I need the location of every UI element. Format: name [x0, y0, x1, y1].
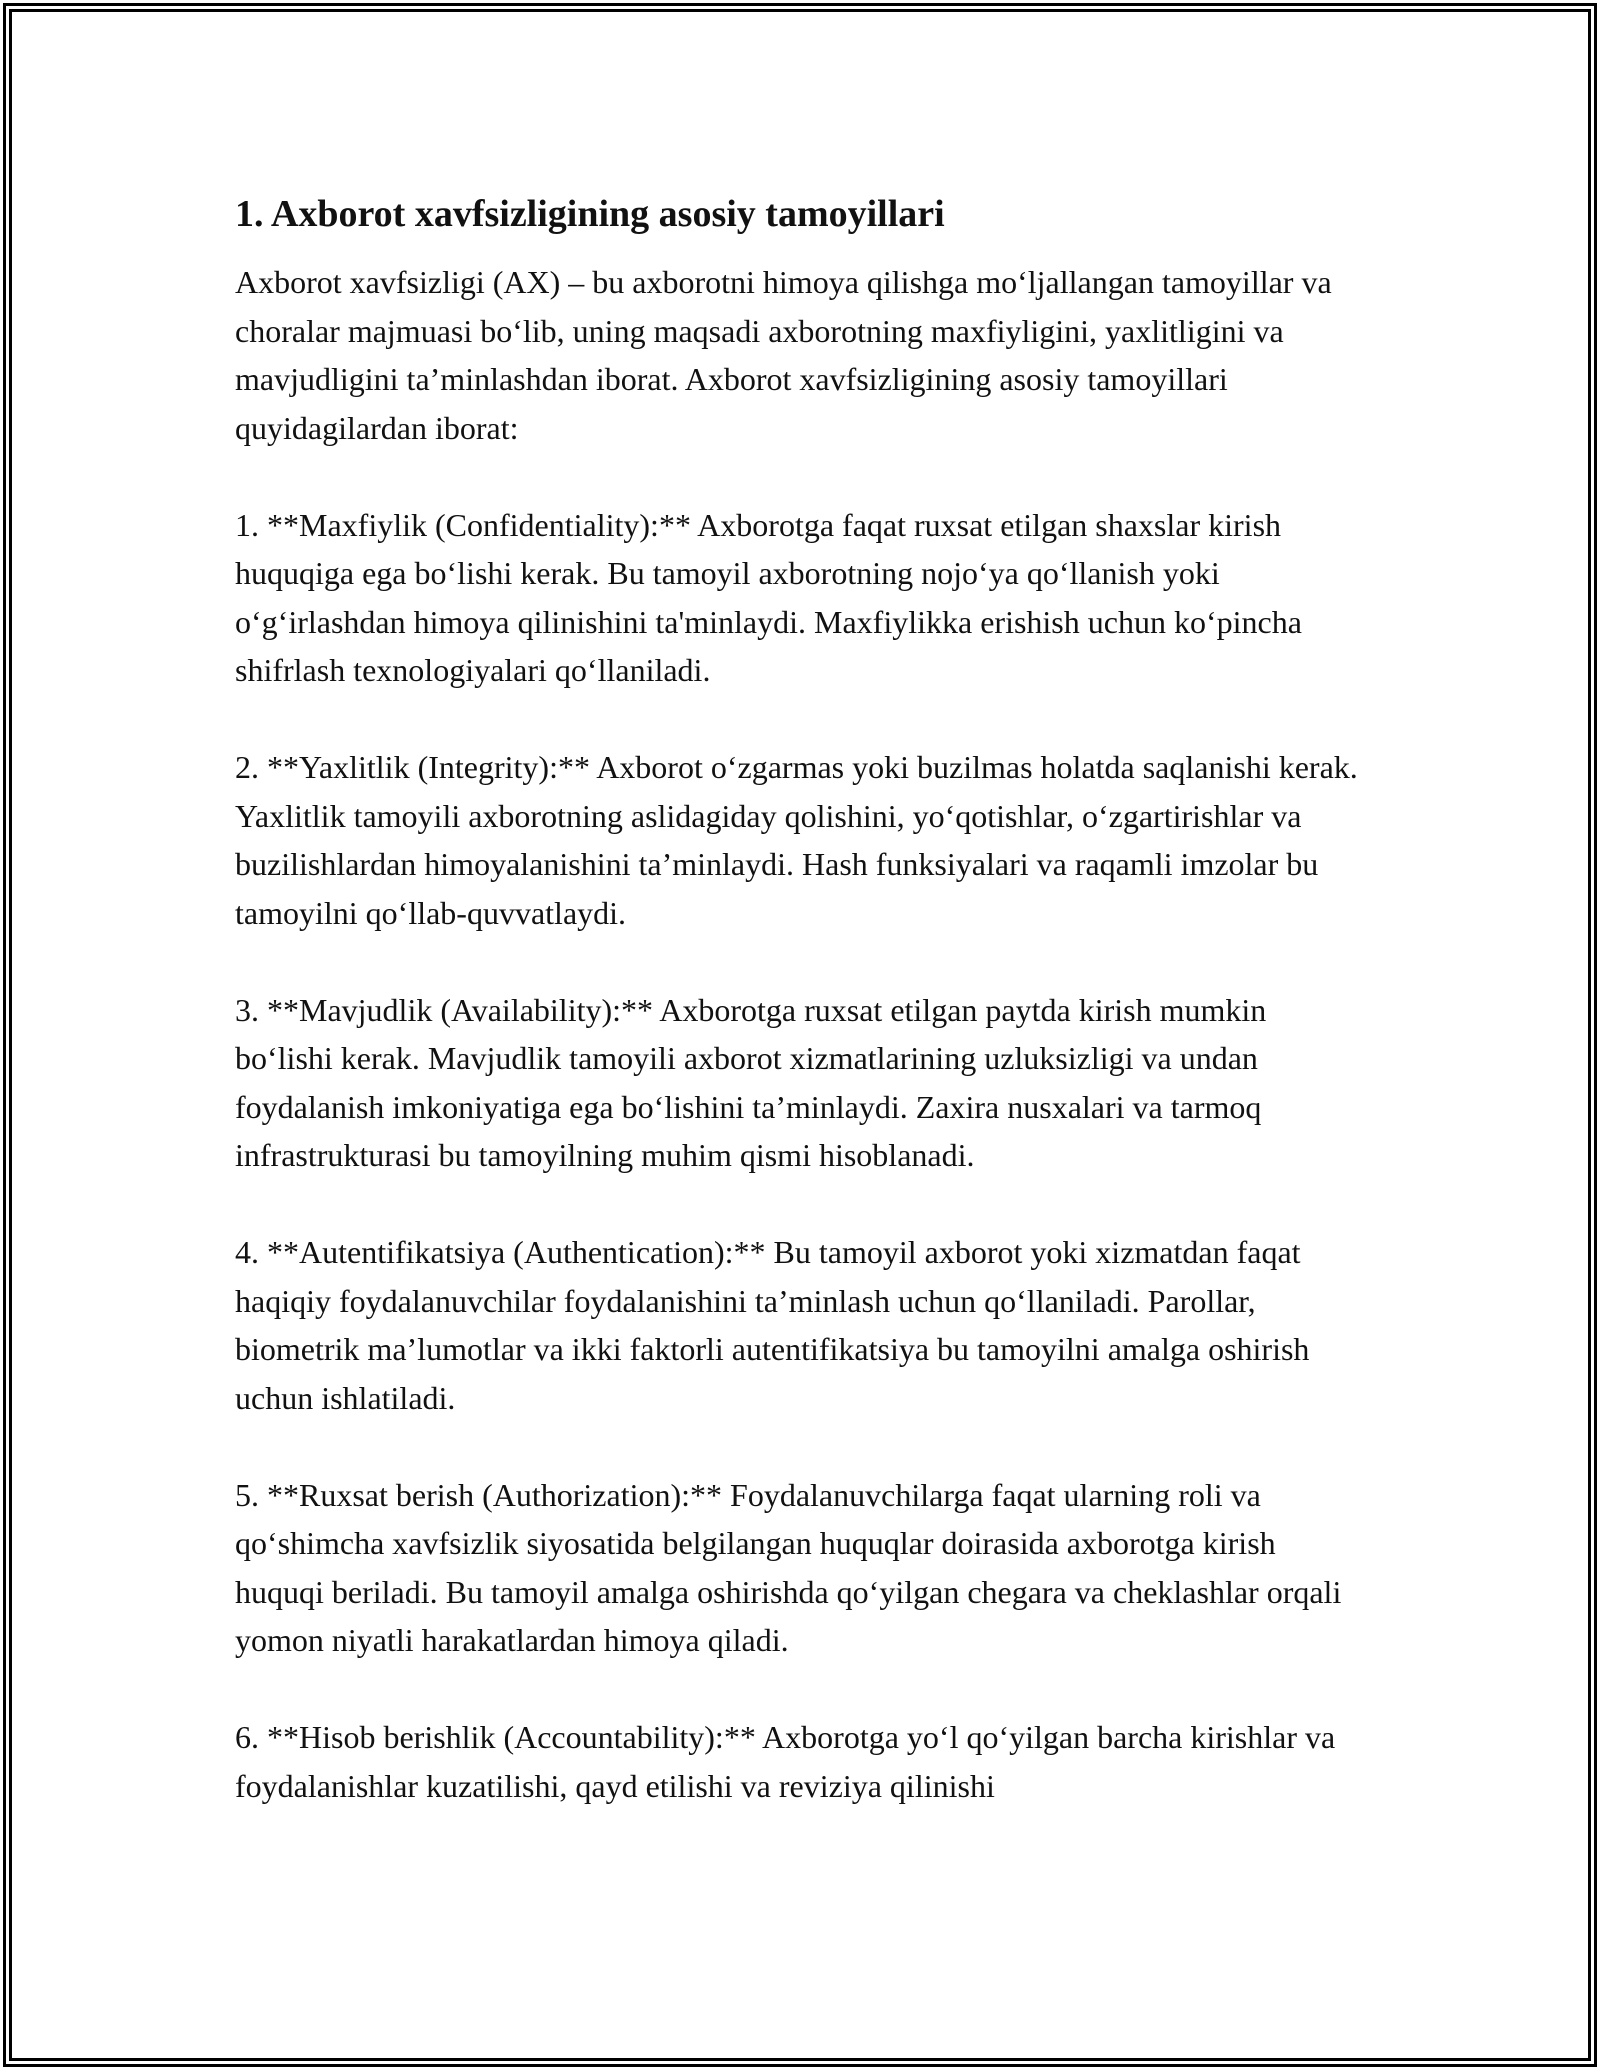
principle-confidentiality: 1. **Maxfiylik (Confidentiality):** Axborotga faqat ruxsat etilgan shaxslar kirish huquqiga ega bo‘lishi kerak. Bu tamoyil axborotning nojo‘ya qo‘llanish yoki o‘g‘irlashdan himoya qilinishini ta'minlaydi. Maxfiylikka erishish uchun ko‘pincha shifrlash texnologiyalari qo‘llaniladi. [235, 506, 1302, 688]
principle-integrity: 2. **Yaxlitlik (Integrity):** Axborot o‘zgarmas yoki buzilmas holatda saqlanishi kerak. Yaxlitlik tamoyili axborotning aslidagiday qolishini, yo‘qotishlar, o‘zgartirishlar va buzilishlardan himoyalanishini ta’minlaydi. Hash funksiyalari va raqamli imzolar bu tamoyilni qo‘llab-quvvatlaydi. [235, 749, 1358, 931]
document-title: 1. Axborot xavfsizligining asosiy tamoyillari [235, 193, 945, 235]
principle-authentication: 4. **Autentifikatsiya (Authentication):** Bu tamoyil axborot yoki xizmatdan faqat haqiqiy foydalanuvchilar foydalanishini ta’minlash uchun qo‘llaniladi. Parollar, biometrik ma’lumotlar va ikki faktorli autentifikatsiya bu tamoyilni amalga oshirish uchun ishlatiladi. [235, 1234, 1310, 1416]
principle-authorization: 5. **Ruxsat berish (Authorization):** Foydalanuvchilarga faqat ularning roli va qo‘shimcha xavfsizlik siyosatida belgilangan huquqlar doirasida axborotga kirish huquqi beriladi. Bu tamoyil amalga oshirishda qo‘yilgan chegara va cheklashlar orqali yomon niyatli harakatlardan himoya qiladi. [235, 1476, 1342, 1658]
principle-availability: 3. **Mavjudlik (Availability):** Axborotga ruxsat etilgan paytda kirish mumkin bo‘lishi kerak. Mavjudlik tamoyili axborot xizmatlarining uzluksizligi va undan foydalanish imkoniyatiga ega bo‘lishini ta’minlaydi. Zaxira nusxalari va tarmoq infrastrukturasi bu tamoyilning muhim qismi hisoblanadi. [235, 991, 1267, 1173]
document-body [235, 188, 1365, 1859]
principle-accountability: 6. **Hisob berishlik (Accountability):** Axborotga yo‘l qo‘yilgan barcha kirishlar va foydalanishlar kuzatilishi, qayd etilishi va reviziya qilinishi [235, 1719, 1336, 1804]
intro-paragraph: Axborot xavfsizligi (AX) – bu axborotni himoya qilishga mo‘ljallangan tamoyillar va choralar majmuasi bo‘lib, uning maqsadi axborotning maxfiyligini, yaxlitligini va mavjudligini ta’minlashdan iborat. Axborot xavfsizligining asosiy tamoyillari quyidagilardan iborat: [235, 264, 1332, 446]
